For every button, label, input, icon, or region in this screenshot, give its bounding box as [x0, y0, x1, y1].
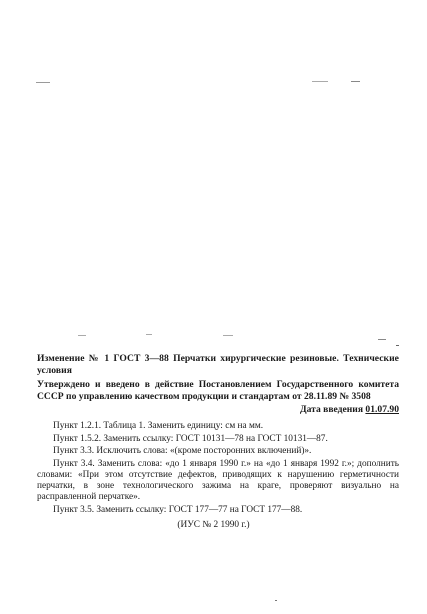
- effective-date-line: [37, 404, 399, 416]
- amendment-item-1: Пункт 1.2.1. Таблица 1. Заменить единицу: см на мм.: [53, 421, 264, 431]
- scan-speck: [78, 335, 86, 336]
- effective-date-label: Дата введения: [299, 404, 364, 415]
- amendment-item-5: Пункт 3.5. Заменить ссылку: ГОСТ 177—77 на ГОСТ 177—88.: [53, 505, 303, 516]
- approval-statement: Утверждено и введено в действие Постановлением Государственного комитета СССР по управлению качеством продукции и стандартам от 28.11.89 № 3508: [37, 379, 399, 402]
- scan-speck: [275, 600, 277, 601]
- amendment-heading: Изменение № 1 ГОСТ 3—88 Перчатки хирургические резиновые. Технические условия: [37, 353, 399, 376]
- amendment-item-3: Пункт 3.3. Исключить слова: «(кроме посторонних включений)».: [53, 446, 312, 457]
- effective-date-value: 01.07.90: [365, 404, 399, 415]
- scan-speck: [396, 345, 399, 346]
- amendment-item-4: Пункт 3.4. Заменить слова: «до 1 января 1990 г.» на «до 1 января 1992 г.»; дополнить словами: «При этом отсутствие дефектов, приводящих к нарушению герметичности перчатки, в зоне технологического зажима на краге, проверяют визуально на расправленной перчатке».: [37, 458, 399, 503]
- scan-speck: [378, 339, 386, 340]
- scan-speck: [36, 82, 50, 83]
- amendment-item-2: Пункт 1.5.2. Заменить ссылку: ГОСТ 10131—78 на ГОСТ 10131—87.: [53, 433, 328, 444]
- scan-speck: [351, 81, 360, 82]
- scan-speck: [223, 335, 233, 336]
- scan-speck: [146, 334, 152, 335]
- source-reference: (ИУС № 2 1990 г.): [177, 520, 250, 530]
- scan-speck: [312, 81, 328, 82]
